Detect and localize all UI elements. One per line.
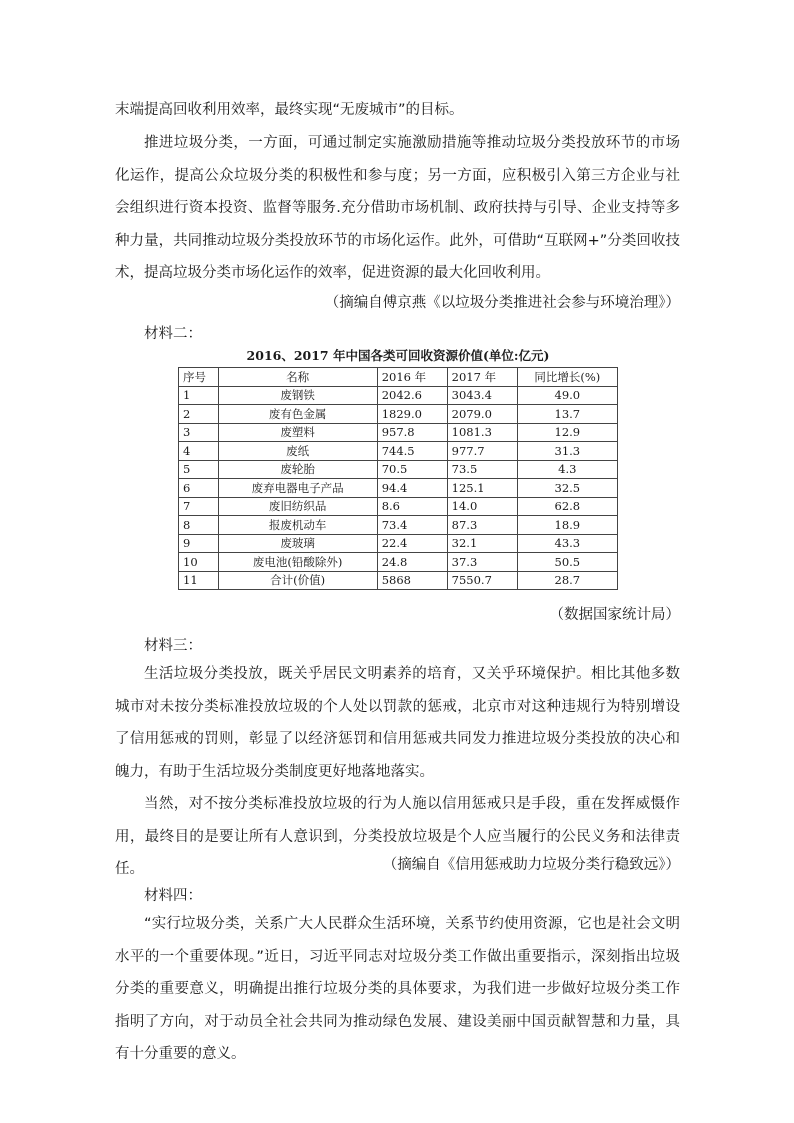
cell-index: 11 <box>179 571 219 590</box>
cell-name: 废玻璃 <box>218 534 377 553</box>
cell-2016: 957.8 <box>377 423 447 442</box>
source-citation-3: （摘编自《信用惩戒助力垃圾分类行稳致远》） <box>382 857 680 873</box>
cell-growth: 62.8 <box>517 497 617 516</box>
cell-2016: 73.4 <box>377 516 447 535</box>
paragraph-credit-punishment <box>115 658 680 788</box>
header-2017: 2017 年 <box>447 368 517 387</box>
cell-index: 7 <box>179 497 219 516</box>
paragraph-text: 推进垃圾分类，一方面，可通过制定实施激励措施等推动垃圾分类投放环节的市场化运作，提高公众垃圾分类的积极性和参与度；另一方面，应积极引入第三方企业与社会组织进行资本投资、监督等服务.充分借助市场机制、政府扶持与引导、企业支持等多种力量，共同推动垃圾分类投放环节的市场化运作。此外，可借助“互联网+”分类回收技术，提高垃圾分类市场化运作的效率，促进资源的最大化回收利用。 <box>115 135 680 281</box>
cell-2016: 22.4 <box>377 534 447 553</box>
cell-2016: 2042.6 <box>377 386 447 405</box>
cell-2017: 37.3 <box>447 553 517 572</box>
cell-2017: 32.1 <box>447 534 517 553</box>
cell-name: 废旧纺织品 <box>218 497 377 516</box>
cell-2016: 94.4 <box>377 479 447 498</box>
cell-2016: 8.6 <box>377 497 447 516</box>
table-row <box>179 386 618 405</box>
cell-2017: 87.3 <box>447 516 517 535</box>
cell-growth: 32.5 <box>517 479 617 498</box>
cell-name: 合计(价值) <box>218 571 377 590</box>
cell-2017: 7550.7 <box>447 571 517 590</box>
paragraph-text: “实行垃圾分类，关系广大人民群众生活环境，关系节约使用资源，它也是社会文明水平的一个重要体现。”近日，习近平同志对垃圾分类工作做出重要指示，深刻指出垃圾分类的重要意义，明确提出推行垃圾分类的具体要求，为我们进一步做好垃圾分类工作指明了方向，对于动员全社会共同为推动绿色发展、建设美丽中国贡献智慧和力量，具有十分重要的意义。 <box>115 916 680 1062</box>
cell-2017: 125.1 <box>447 479 517 498</box>
material-3-heading: 材料三： <box>144 638 202 654</box>
cell-index: 2 <box>179 405 219 424</box>
table-caption: 2016、2017 年中国各类可回收资源价值(单位:亿元) <box>246 348 550 363</box>
paragraph-text: 生活垃圾分类投放，既关乎居民文明素养的培育，又关乎环境保护。相比其他多数城市对未按分类标准投放垃圾的个人处以罚款的惩戒，北京市对这种违规行为特别增设了信用惩戒的罚则，彰显了以经济惩罚和信用惩戒共同发力推进垃圾分类投放的决心和魄力，有助于生活垃圾分类制度更好地落地落实。 <box>115 666 680 780</box>
cell-growth: 31.3 <box>517 442 617 461</box>
cell-name: 废纸 <box>218 442 377 461</box>
cell-name: 废有色金属 <box>218 405 377 424</box>
cell-2016: 744.5 <box>377 442 447 461</box>
table-body <box>179 386 618 590</box>
table-row <box>179 534 618 553</box>
cell-2016: 5868 <box>377 571 447 590</box>
material-4-heading: 材料四： <box>144 888 202 904</box>
cell-index: 10 <box>179 553 219 572</box>
paragraph-xi-instruction <box>115 908 680 1071</box>
header-index: 序号 <box>179 368 219 387</box>
cell-name: 废弃电器电子产品 <box>218 479 377 498</box>
table-source: （数据国家统计局） <box>549 607 680 623</box>
cell-2017: 2079.0 <box>447 405 517 424</box>
cell-name: 废塑料 <box>218 423 377 442</box>
paragraph-market-operation <box>115 127 680 290</box>
cell-growth: 13.7 <box>517 405 617 424</box>
cell-2017: 73.5 <box>447 460 517 479</box>
header-name: 名称 <box>218 368 377 387</box>
cell-index: 5 <box>179 460 219 479</box>
cell-2016: 70.5 <box>377 460 447 479</box>
table-row <box>179 571 618 590</box>
cell-growth: 49.0 <box>517 386 617 405</box>
cell-2016: 1829.0 <box>377 405 447 424</box>
cell-growth: 4.3 <box>517 460 617 479</box>
paragraph-text: 当然，对不按分类标准投放垃圾的行为人施以信用惩戒只是手段，重在发挥威慑作用，最终目的是要让所有人意识到，分类投放垃圾是个人应当履行的公民义务和法律责任。 <box>115 796 680 877</box>
cell-2016: 24.8 <box>377 553 447 572</box>
table-row <box>179 516 618 535</box>
source-citation-1: （摘编自傅京燕《以垃圾分类推进社会参与环境治理》） <box>324 295 680 311</box>
cell-growth: 12.9 <box>517 423 617 442</box>
table-row <box>179 479 618 498</box>
header-2016: 2016 年 <box>377 368 447 387</box>
recyclable-value-table <box>178 367 618 590</box>
cell-name: 废电池(铅酸除外) <box>218 553 377 572</box>
table-row <box>179 553 618 572</box>
cell-2017: 1081.3 <box>447 423 517 442</box>
cell-growth: 50.5 <box>517 553 617 572</box>
cell-name: 废轮胎 <box>218 460 377 479</box>
material-2-heading: 材料二： <box>144 326 202 342</box>
table-row <box>179 460 618 479</box>
cell-name: 废钢铁 <box>218 386 377 405</box>
header-growth: 同比增长(%) <box>517 368 617 387</box>
cell-2017: 14.0 <box>447 497 517 516</box>
cell-index: 4 <box>179 442 219 461</box>
cell-growth: 43.3 <box>517 534 617 553</box>
cell-growth: 28.7 <box>517 571 617 590</box>
table-row <box>179 423 618 442</box>
cell-index: 1 <box>179 386 219 405</box>
table-row <box>179 405 618 424</box>
cell-2017: 3043.4 <box>447 386 517 405</box>
table-row <box>179 442 618 461</box>
cell-growth: 18.9 <box>517 516 617 535</box>
cell-name: 报废机动车 <box>218 516 377 535</box>
table-row <box>179 497 618 516</box>
cell-2017: 977.7 <box>447 442 517 461</box>
cell-index: 3 <box>179 423 219 442</box>
cell-index: 6 <box>179 479 219 498</box>
table-header-row <box>179 368 618 387</box>
cell-index: 9 <box>179 534 219 553</box>
cell-index: 8 <box>179 516 219 535</box>
paragraph-end-line: 末端提高回收利用效率，最终实现“无废城市”的目标。 <box>115 102 464 118</box>
